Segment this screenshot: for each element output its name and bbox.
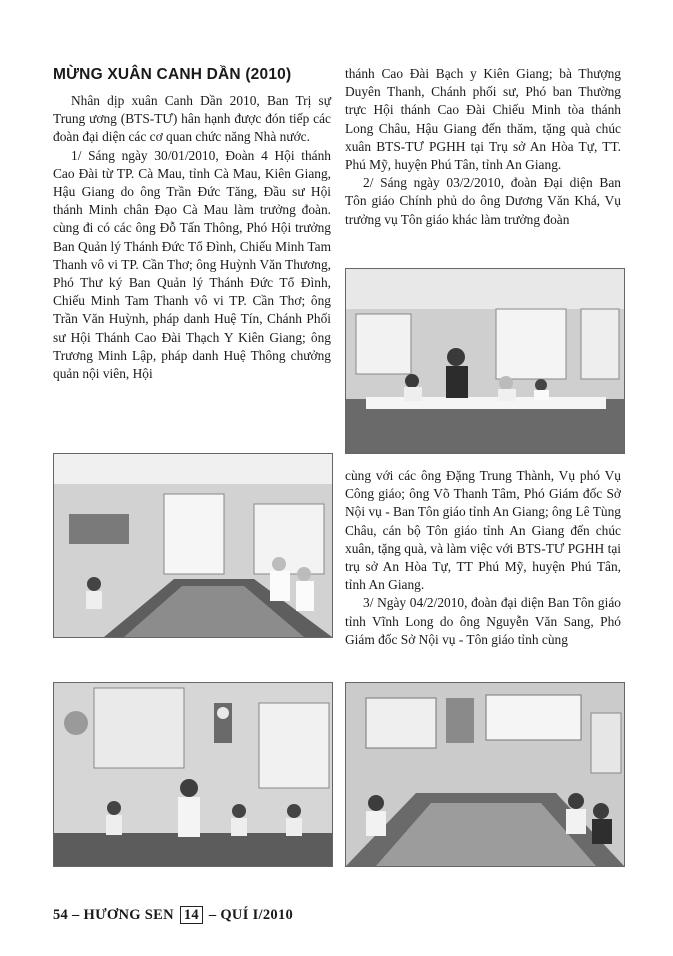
article-title: MỪNG XUÂN CANH DẦN (2010) [53,66,292,83]
meeting-photo-1 [345,268,625,454]
item-1-paragraph: 1/ Sáng ngày 30/01/2010, Đoàn 4 Hội thánh Cao Đài từ TP. Cà Mau, tỉnh Cà Mau, Kiên Giang, Hậu Giang do ông Trần Đức Tăng, Đầu sư Hội thánh Minh chân Đạo Cà Mau làm trưởng đoàn. cùng đi có các ông Đỗ Tấn Thông, Phó Hội trưởng Ban Quản lý Thánh Đức Tổ Đình, Chiếu Minh Tam Thanh vô vi TP. Cần Thơ; ông Huỳnh Văn Thương, Phó Thư ký Ban Quản lý Thánh Đức Tổ Đình, Chiếu Minh Tam Thanh vô vi TP. Cần Thơ; ông Trần Văn Huỳnh, pháp danh Huệ Tín, Chánh Phối sư Hội Thánh Cao Đài Thạch Y Kiên Giang; ông Trương Minh Lập, pháp danh Huệ Thông chưởng quản nội viên, Hội [53,147,331,382]
right-column-text-top [345,65,621,229]
intro-paragraph: Nhân dịp xuân Canh Dần 2010, Ban Trị sự Trung ương (BTS-TƯ) hân hạnh được đón tiếp các đoàn đại diện các cơ quan chức năng Nhà nước. [53,93,331,145]
item-1-continued: thánh Cao Đài Bạch y Kiên Giang; bà Thượng Duyên Thanh, Chánh phối sư, Phó ban Thường trực Hội thánh Cao Đài Chiếu Minh tòa thánh Long Châu, Hậu Giang đến thăm, tặng quà chúc xuân BTS-TƯ PGHH tại Trụ sở An Hòa Tự, TT. Phú Mỹ, huyện Phú Tân, tỉnh An Giang. [345,66,621,173]
item-2-continued: cùng với các ông Đặng Trung Thành, Vụ phó Vụ Công giáo; ông Võ Thanh Tâm, Phó Giám đốc Sở Nội vụ - Ban Tôn giáo tỉnh An Giang; ông Lê Tùng Châu, cán bộ Tôn giáo tỉnh An Giang đến chúc xuân, tặng quà, và làm việc với BTS-TƯ PGHH tại trụ sở An Hòa Tự, TT Phú Mỹ, huyện Phú Tân, tỉnh An Giang. [345,468,621,593]
meeting-photo-3 [53,682,333,867]
item-3-paragraph: 3/ Ngày 04/2/2010, đoàn đại diện Ban Tôn giáo tỉnh Vĩnh Long do ông Nguyễn Văn Sang, Phó Giám đốc Sở Nội vụ - Tôn giáo tỉnh cùng [345,595,621,647]
page-footer [53,907,293,924]
photo-icon [54,683,332,866]
left-column-text [53,92,331,383]
meeting-photo-2 [53,453,333,638]
footer-suffix: – QUÍ I/2010 [208,907,294,923]
issue-number-box: 14 [180,906,203,924]
photo-icon [54,454,332,637]
footer-prefix: 54 – HƯƠNG SEN [53,907,174,923]
item-2-paragraph: 2/ Sáng ngày 03/2/2010, đoàn Đại diện Ban Tôn giáo Chính phủ do ông Dương Văn Khá, Vụ trưởng vụ Tôn giáo khác làm trưởng đoàn [345,175,621,227]
right-column-text-middle [345,467,621,649]
photo-icon [346,683,624,866]
photo-icon [346,269,624,453]
meeting-photo-4 [345,682,625,867]
